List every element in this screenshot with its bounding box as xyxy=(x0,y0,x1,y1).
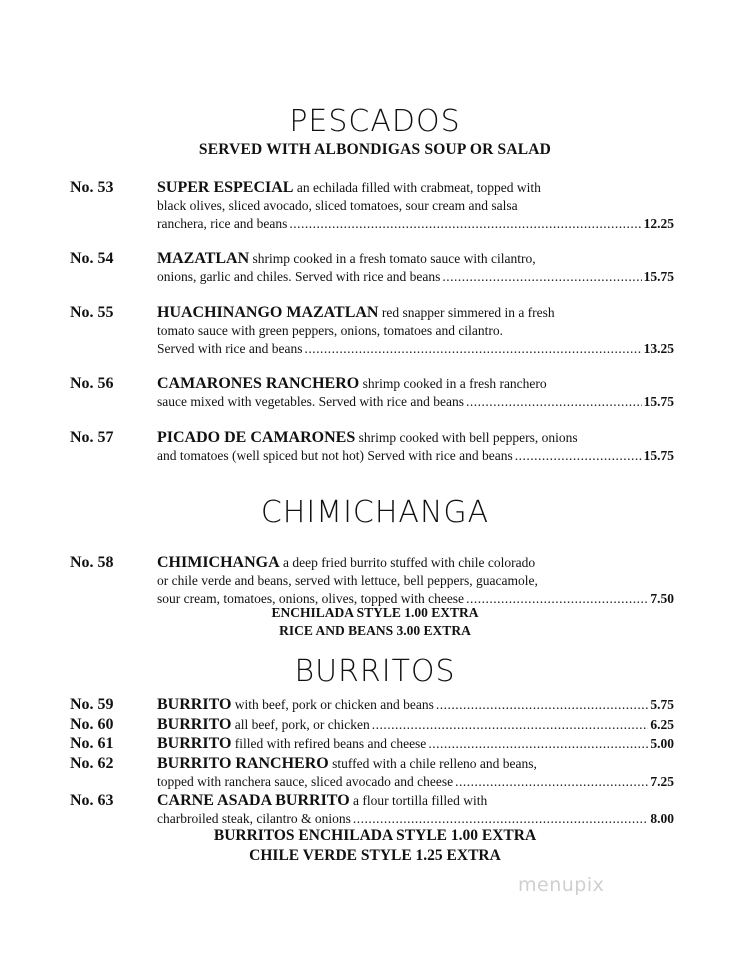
item-price: 6.25 xyxy=(650,717,674,732)
item-price: 7.50 xyxy=(650,591,674,606)
item-price: 8.00 xyxy=(650,811,674,826)
dot-leader xyxy=(372,716,649,734)
item-name: HUACHINANGO MAZATLAN xyxy=(157,304,379,321)
item-name: CAMARONES RANCHERO xyxy=(157,375,360,392)
item-price: 5.75 xyxy=(650,697,674,712)
item-name: BURRITO RANCHERO xyxy=(157,755,329,772)
item-price: 15.75 xyxy=(643,269,674,284)
item-desc-line: topped with ranchera sauce, sliced avocado and cheese xyxy=(157,774,454,789)
note-enchilada-style: ENCHILADA STYLE 1.00 EXTRA xyxy=(271,605,479,620)
item-name: BURRITO xyxy=(157,696,232,713)
menupix-watermark: menupix xyxy=(518,874,605,896)
item-desc-line: Served with rice and beans xyxy=(157,341,303,356)
dot-leader xyxy=(289,215,641,233)
item-desc-line: charbroiled steak, cilantro & onions xyxy=(157,811,351,826)
dot-leader xyxy=(353,810,649,828)
item-name: BURRITO xyxy=(157,716,232,733)
item-desc-line: a flour tortilla filled with xyxy=(353,793,488,808)
item-name: SUPER ESPECIAL xyxy=(157,179,294,196)
section-title-chimichanga: CHIMICHANGA xyxy=(260,495,490,530)
section-title-burritos: BURRITOS xyxy=(294,654,456,689)
item-desc-line: sauce mixed with vegetables. Served with rice and beans xyxy=(157,394,465,409)
item-desc-line: stuffed with a chile relleno and beans, xyxy=(332,756,537,771)
item-price: 13.25 xyxy=(643,341,674,356)
dot-leader xyxy=(466,393,642,411)
item-desc-line: shrimp cooked in a fresh tomato sauce with cilantro, xyxy=(252,251,536,266)
item-name: MAZATLAN xyxy=(157,250,250,267)
item-number: No. 54 xyxy=(70,250,114,267)
item-number: No. 56 xyxy=(70,375,114,392)
dot-leader xyxy=(515,447,642,465)
item-name: PICADO DE CAMARONES xyxy=(157,429,356,446)
item-price: 15.75 xyxy=(643,394,674,409)
section-title-pescados: PESCADOS xyxy=(289,104,461,139)
item-desc-line: an echilada filled with crabmeat, topped with xyxy=(296,180,541,195)
item-price: 15.75 xyxy=(643,448,674,463)
item-number: No. 59 xyxy=(70,696,114,713)
item-desc-line: shrimp cooked with bell peppers, onions xyxy=(358,430,578,445)
item-number: No. 61 xyxy=(70,735,114,752)
item-number: No. 53 xyxy=(70,179,114,196)
note-burritos-enchilada-style: BURRITOS ENCHILADA STYLE 1.00 EXTRA xyxy=(213,827,537,844)
item-number: No. 60 xyxy=(70,716,114,733)
item-desc-line: shrimp cooked in a fresh ranchero xyxy=(362,376,547,391)
item-name: BURRITO xyxy=(157,735,232,752)
item-number: No. 62 xyxy=(70,755,114,772)
item-desc-line: onions, garlic and chiles. Served with rice and beans xyxy=(157,269,441,284)
item-name: CARNE ASADA BURRITO xyxy=(157,792,350,809)
item-desc-line: ranchera, rice and beans xyxy=(157,216,288,231)
item-number: No. 58 xyxy=(70,554,114,571)
dot-leader xyxy=(436,696,649,714)
item-price: 5.00 xyxy=(650,736,674,751)
item-desc-line: with beef, pork or chicken and beans xyxy=(234,697,434,712)
note-rice-and-beans: RICE AND BEANS 3.00 EXTRA xyxy=(279,623,471,638)
item-desc-line: tomato sauce with green peppers, onions, tomatoes and cilantro. xyxy=(157,323,504,338)
item-number: No. 57 xyxy=(70,429,114,446)
item-desc-line: a deep fried burrito stuffed with chile colorado xyxy=(283,555,536,570)
item-price: 12.25 xyxy=(643,216,674,231)
dot-leader xyxy=(428,735,648,753)
note-chile-verde-style: CHILE VERDE STYLE 1.25 EXTRA xyxy=(249,847,501,864)
section-subtitle-pescados: SERVED WITH ALBONDIGAS SOUP OR SALAD xyxy=(198,141,552,158)
item-number: No. 63 xyxy=(70,792,114,809)
item-desc-line: filled with refired beans and cheese xyxy=(234,736,427,751)
item-desc-line: or chile verde and beans, served with lettuce, bell peppers, guacamole, xyxy=(157,573,538,588)
dot-leader xyxy=(304,340,641,358)
item-price: 7.25 xyxy=(650,774,674,789)
dot-leader xyxy=(455,773,648,791)
item-name: CHIMICHANGA xyxy=(157,554,280,571)
item-desc-line: all beef, pork, or chicken xyxy=(234,717,370,732)
item-number: No. 55 xyxy=(70,304,114,321)
item-desc-line: and tomatoes (well spiced but not hot) Served with rice and beans xyxy=(157,448,513,463)
item-desc-line: red snapper simmered in a fresh xyxy=(381,305,555,320)
item-desc-line: black olives, sliced avocado, sliced tomatoes, sour cream and salsa xyxy=(157,198,518,213)
dot-leader xyxy=(442,268,641,286)
item-desc-line: sour cream, tomatoes, onions, olives, topped with cheese xyxy=(157,591,465,606)
